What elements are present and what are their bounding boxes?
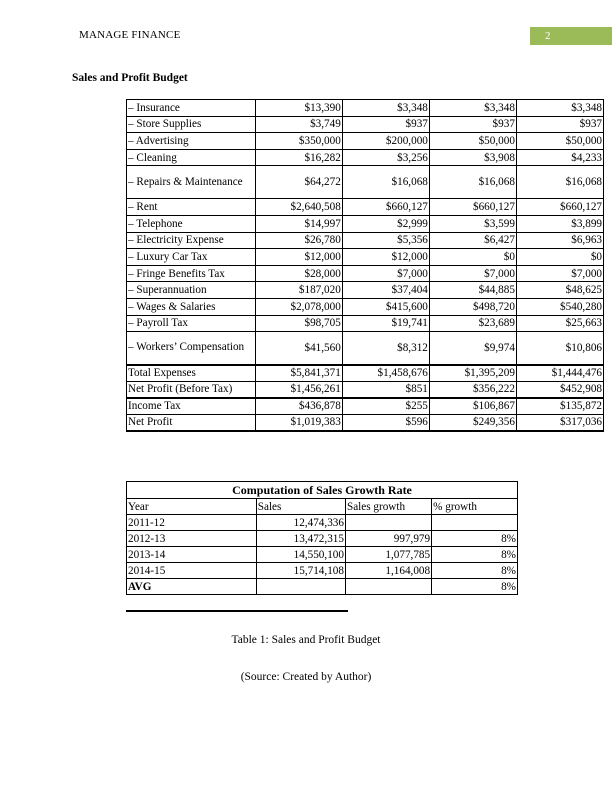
value-cell: $200,000 bbox=[342, 133, 429, 150]
row-label: – Fringe Benefits Tax bbox=[127, 265, 256, 282]
value-cell: $255 bbox=[342, 398, 429, 415]
value-cell: $9,974 bbox=[429, 332, 516, 365]
table-row bbox=[127, 265, 604, 282]
table-row bbox=[127, 166, 604, 199]
value-cell: $937 bbox=[516, 116, 603, 133]
year-cell: 2012-13 bbox=[127, 531, 257, 547]
value-cell: $3,899 bbox=[516, 215, 603, 232]
table-row bbox=[127, 515, 518, 531]
row-label: – Superannuation bbox=[127, 282, 256, 299]
value-cell: $3,348 bbox=[429, 100, 516, 117]
value-cell: $317,036 bbox=[516, 414, 603, 431]
table-row bbox=[127, 282, 604, 299]
row-label: – Insurance bbox=[127, 100, 256, 117]
header-percent-growth: % growth bbox=[432, 499, 518, 515]
sales-cell: 13,472,315 bbox=[256, 531, 345, 547]
table-row bbox=[127, 100, 604, 117]
value-cell: $4,233 bbox=[516, 149, 603, 166]
value-cell: $3,348 bbox=[516, 100, 603, 117]
value-cell: $106,867 bbox=[429, 398, 516, 415]
value-cell: $249,356 bbox=[429, 414, 516, 431]
value-cell: $3,749 bbox=[255, 116, 342, 133]
value-cell: $3,256 bbox=[342, 149, 429, 166]
percent-growth-cell bbox=[432, 515, 518, 531]
value-cell: $1,019,383 bbox=[255, 414, 342, 431]
growth-header-row bbox=[127, 499, 518, 515]
value-cell: $7,000 bbox=[429, 265, 516, 282]
sales-cell: 14,550,100 bbox=[256, 547, 345, 563]
page-number-badge: 2 bbox=[530, 27, 612, 45]
percent-growth-cell: 8% bbox=[432, 547, 518, 563]
table-row bbox=[127, 232, 604, 249]
row-label: – Workers’ Compensation bbox=[127, 332, 256, 365]
row-label: Income Tax bbox=[127, 398, 256, 415]
value-cell: $28,000 bbox=[255, 265, 342, 282]
value-cell: $3,908 bbox=[429, 149, 516, 166]
value-cell: $13,390 bbox=[255, 100, 342, 117]
sales-growth-cell bbox=[345, 515, 431, 531]
running-header: MANAGE FINANCE bbox=[79, 29, 181, 41]
value-cell: $16,068 bbox=[342, 166, 429, 199]
value-cell: $37,404 bbox=[342, 282, 429, 299]
table-row bbox=[127, 133, 604, 150]
row-label: – Electricity Expense bbox=[127, 232, 256, 249]
sales-growth-cell: 997,979 bbox=[345, 531, 431, 547]
value-cell: $0 bbox=[516, 249, 603, 266]
value-cell: $64,272 bbox=[255, 166, 342, 199]
value-cell: $16,068 bbox=[429, 166, 516, 199]
value-cell: $98,705 bbox=[255, 315, 342, 332]
value-cell: $498,720 bbox=[429, 298, 516, 315]
value-cell: $16,282 bbox=[255, 149, 342, 166]
percent-growth-cell: 8% bbox=[432, 531, 518, 547]
year-cell: 2013-14 bbox=[127, 547, 257, 563]
value-cell: $7,000 bbox=[342, 265, 429, 282]
header-sales-growth: Sales growth bbox=[345, 499, 431, 515]
value-cell: $660,127 bbox=[429, 199, 516, 216]
row-label: – Cleaning bbox=[127, 149, 256, 166]
row-label: – Wages & Salaries bbox=[127, 298, 256, 315]
value-cell: $5,841,371 bbox=[255, 365, 342, 382]
value-cell: $596 bbox=[342, 414, 429, 431]
avg-value: 8% bbox=[432, 579, 518, 595]
value-cell: $660,127 bbox=[342, 199, 429, 216]
value-cell: $25,663 bbox=[516, 315, 603, 332]
row-label: – Repairs & Maintenance bbox=[127, 166, 256, 199]
year-cell: 2011-12 bbox=[127, 515, 257, 531]
avg-label: AVG bbox=[127, 579, 257, 595]
value-cell: $436,878 bbox=[255, 398, 342, 415]
row-label: – Rent bbox=[127, 199, 256, 216]
table-row bbox=[127, 215, 604, 232]
value-cell: $19,741 bbox=[342, 315, 429, 332]
value-cell: $7,000 bbox=[516, 265, 603, 282]
table-row bbox=[127, 249, 604, 266]
row-label: – Luxury Car Tax bbox=[127, 249, 256, 266]
value-cell: $2,999 bbox=[342, 215, 429, 232]
table-row bbox=[127, 381, 604, 398]
value-cell: $23,689 bbox=[429, 315, 516, 332]
table-row bbox=[127, 149, 604, 166]
sales-cell: 12,474,336 bbox=[256, 515, 345, 531]
value-cell: $937 bbox=[429, 116, 516, 133]
value-cell: $12,000 bbox=[342, 249, 429, 266]
value-cell: $48,625 bbox=[516, 282, 603, 299]
value-cell: $135,872 bbox=[516, 398, 603, 415]
value-cell: $356,222 bbox=[429, 381, 516, 398]
value-cell: $0 bbox=[429, 249, 516, 266]
row-label: Net Profit (Before Tax) bbox=[127, 381, 256, 398]
table-row bbox=[127, 547, 518, 563]
value-cell: $2,078,000 bbox=[255, 298, 342, 315]
value-cell: $8,312 bbox=[342, 332, 429, 365]
average-row bbox=[127, 579, 518, 595]
table-caption: Table 1: Sales and Profit Budget bbox=[231, 634, 381, 646]
sales-cell: 15,714,108 bbox=[256, 563, 345, 579]
value-cell: $540,280 bbox=[516, 298, 603, 315]
value-cell: $12,000 bbox=[255, 249, 342, 266]
value-cell: $2,640,508 bbox=[255, 199, 342, 216]
value-cell: $937 bbox=[342, 116, 429, 133]
empty-cell bbox=[345, 579, 431, 595]
row-label: – Advertising bbox=[127, 133, 256, 150]
value-cell: $1,458,676 bbox=[342, 365, 429, 382]
value-cell: $5,356 bbox=[342, 232, 429, 249]
empty-cell bbox=[256, 579, 345, 595]
value-cell: $1,456,261 bbox=[255, 381, 342, 398]
value-cell: $26,780 bbox=[255, 232, 342, 249]
sales-growth-cell: 1,077,785 bbox=[345, 547, 431, 563]
table-row bbox=[127, 563, 518, 579]
table-row bbox=[127, 199, 604, 216]
table-row bbox=[127, 116, 604, 133]
row-label: Total Expenses bbox=[127, 365, 256, 382]
value-cell: $50,000 bbox=[429, 133, 516, 150]
table-row bbox=[127, 298, 604, 315]
value-cell: $6,427 bbox=[429, 232, 516, 249]
table-row bbox=[127, 531, 518, 547]
value-cell: $50,000 bbox=[516, 133, 603, 150]
sales-growth-table bbox=[126, 481, 518, 595]
value-cell: $16,068 bbox=[516, 166, 603, 199]
section-heading: Sales and Profit Budget bbox=[72, 72, 188, 84]
table-row bbox=[127, 398, 604, 415]
year-cell: 2014-15 bbox=[127, 563, 257, 579]
value-cell: $350,000 bbox=[255, 133, 342, 150]
table-row bbox=[127, 414, 604, 431]
value-cell: $10,806 bbox=[516, 332, 603, 365]
value-cell: $3,348 bbox=[342, 100, 429, 117]
growth-table-caption: Computation of Sales Growth Rate bbox=[127, 482, 518, 499]
value-cell: $14,997 bbox=[255, 215, 342, 232]
growth-caption-row bbox=[127, 482, 518, 499]
table-row bbox=[127, 365, 604, 382]
value-cell: $44,885 bbox=[429, 282, 516, 299]
header-sales: Sales bbox=[256, 499, 345, 515]
value-cell: $851 bbox=[342, 381, 429, 398]
row-label: – Store Supplies bbox=[127, 116, 256, 133]
value-cell: $452,908 bbox=[516, 381, 603, 398]
value-cell: $41,560 bbox=[255, 332, 342, 365]
sales-growth-cell: 1,164,008 bbox=[345, 563, 431, 579]
value-cell: $6,963 bbox=[516, 232, 603, 249]
table-row bbox=[127, 315, 604, 332]
percent-growth-cell: 8% bbox=[432, 563, 518, 579]
divider-line bbox=[126, 610, 348, 612]
table-row bbox=[127, 332, 604, 365]
value-cell: $415,600 bbox=[342, 298, 429, 315]
value-cell: $3,599 bbox=[429, 215, 516, 232]
value-cell: $1,395,209 bbox=[429, 365, 516, 382]
value-cell: $660,127 bbox=[516, 199, 603, 216]
header-year: Year bbox=[127, 499, 257, 515]
value-cell: $1,444,476 bbox=[516, 365, 603, 382]
row-label: – Payroll Tax bbox=[127, 315, 256, 332]
sales-profit-budget-table bbox=[126, 99, 604, 432]
source-note: (Source: Created by Author) bbox=[240, 671, 372, 683]
row-label: Net Profit bbox=[127, 414, 256, 431]
row-label: – Telephone bbox=[127, 215, 256, 232]
value-cell: $187,020 bbox=[255, 282, 342, 299]
